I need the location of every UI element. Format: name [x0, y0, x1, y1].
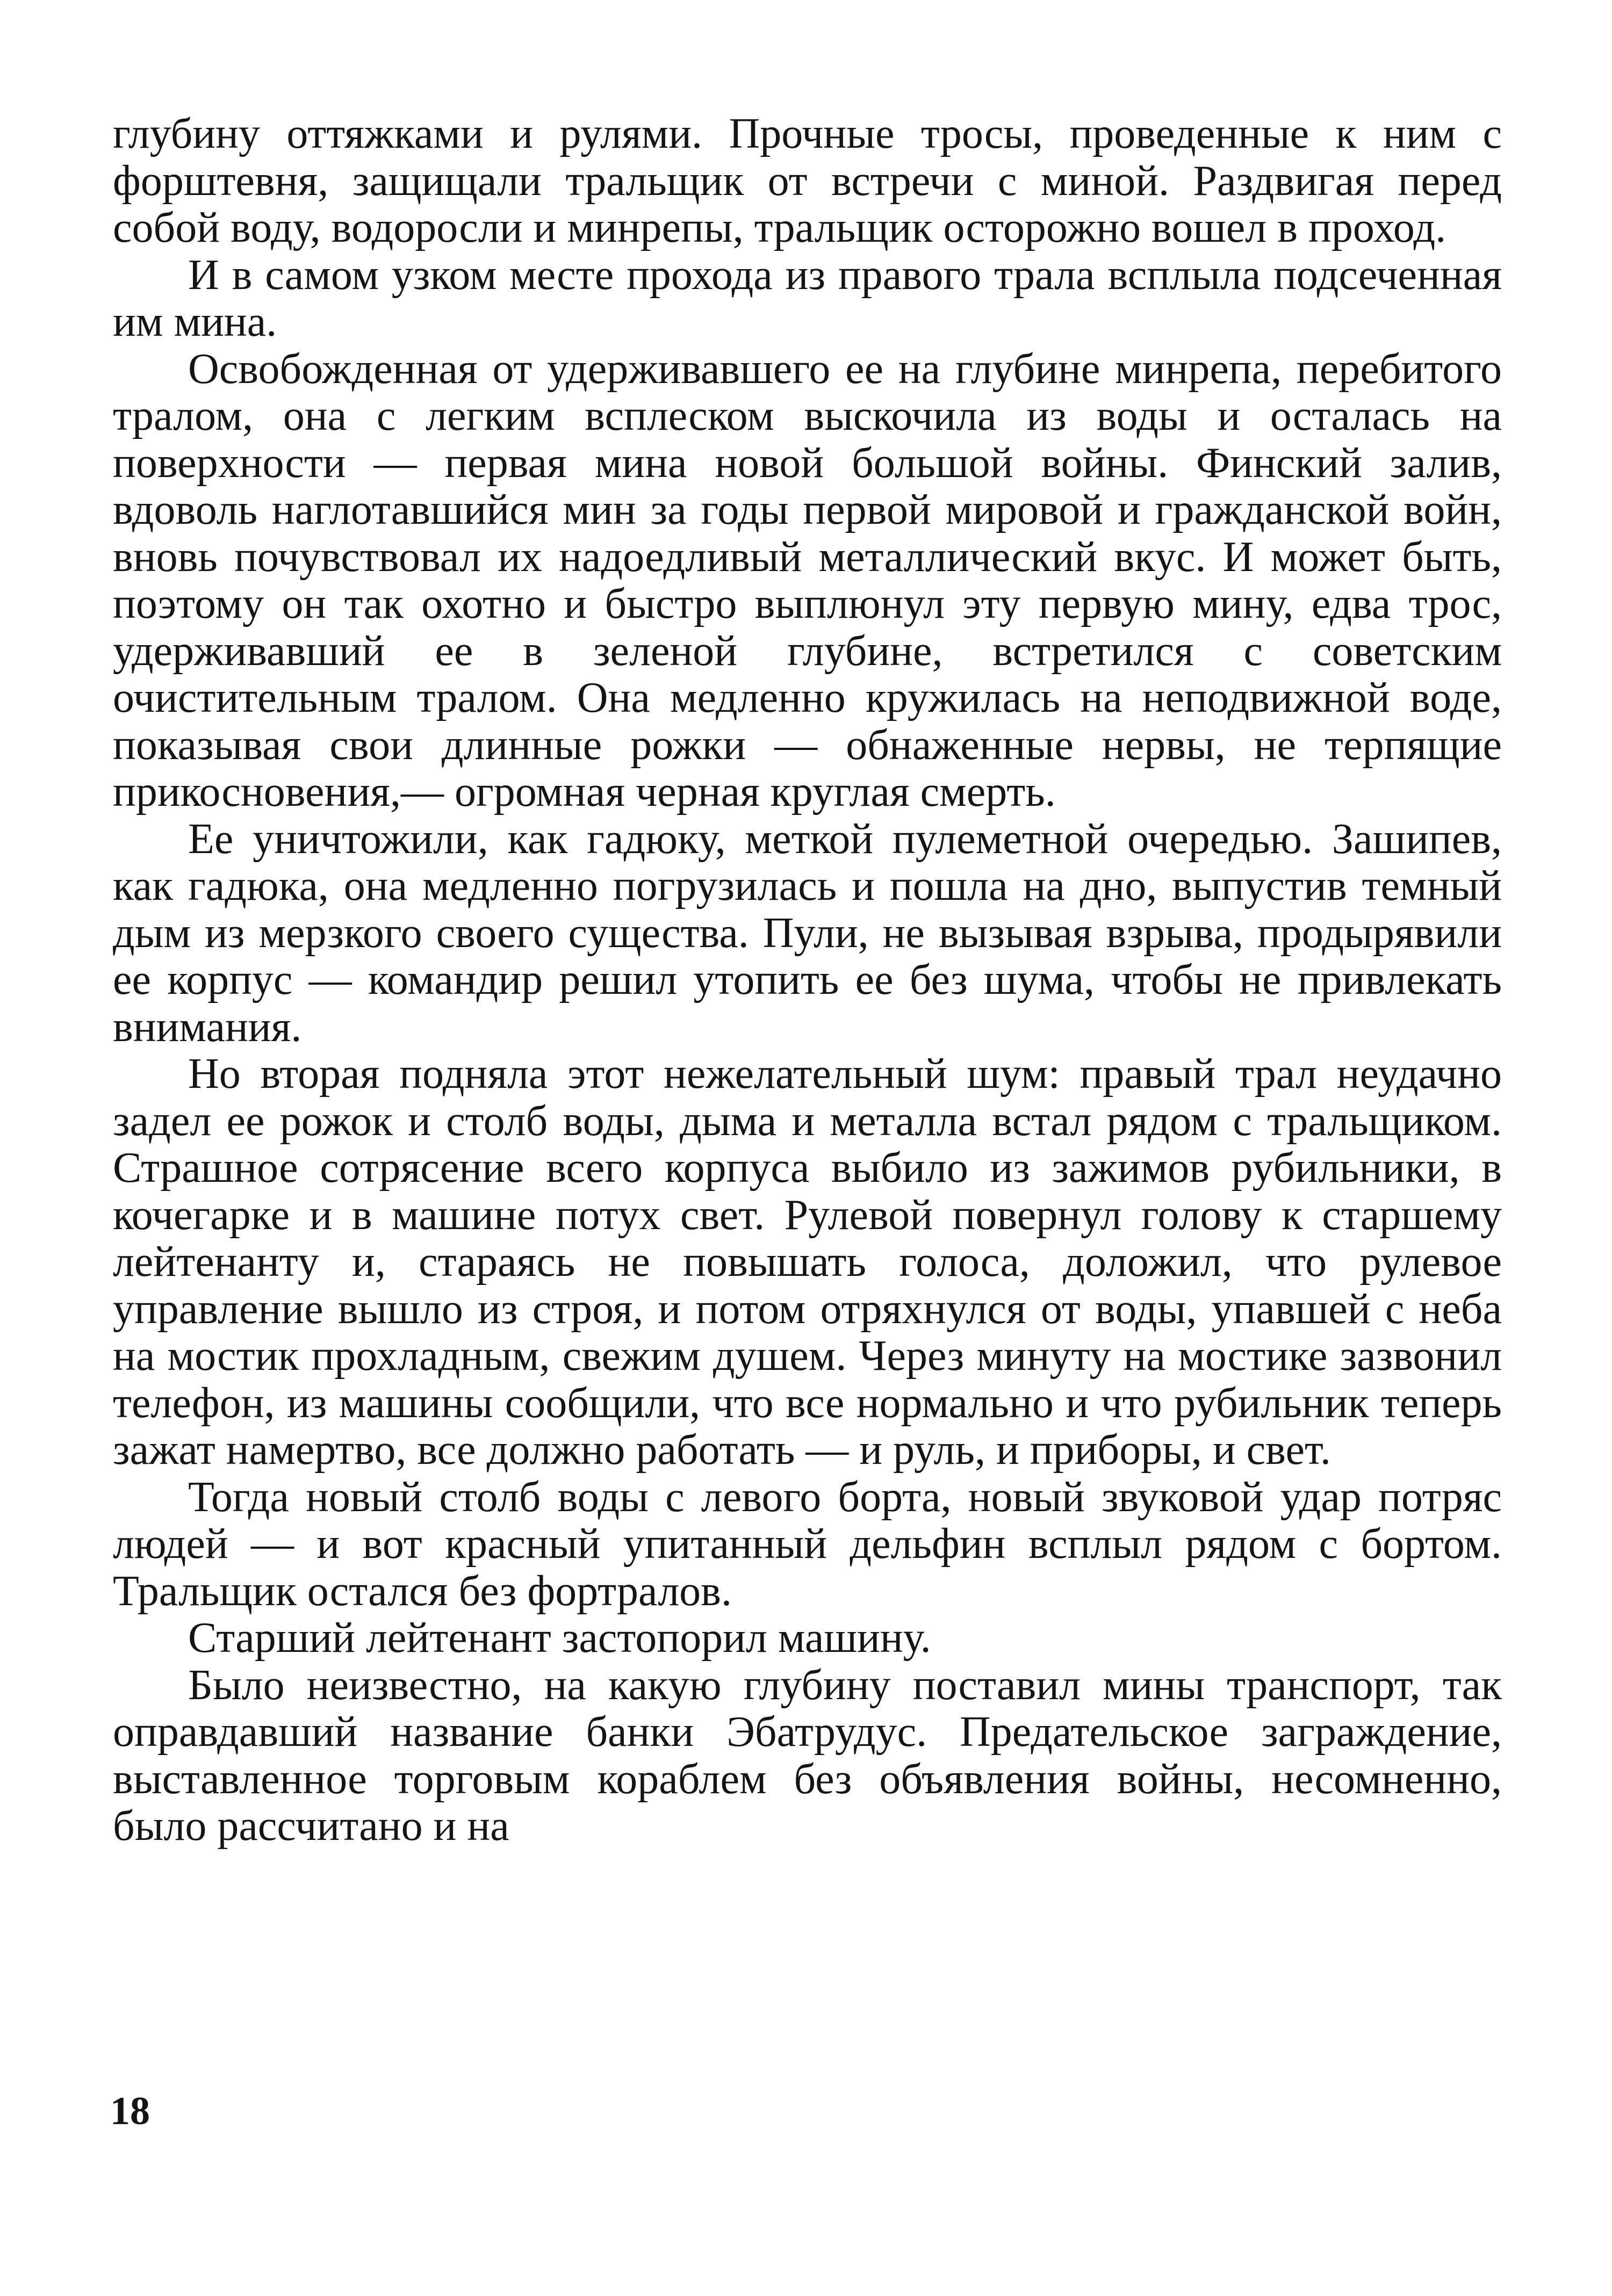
paragraph-last: Было неизвестно, на какую глубину поставил мины транспорт, так оправдавший название банки Эбатрудус. Предательское заграждение, выставленное торговым кораблем без объявления войны, несомненно, было рассчитано и на: [113, 1661, 1502, 1850]
paragraph: Освобожденная от удерживавшего ее на глубине минрепа, перебитого тралом, она с легким всплеском выскочила из воды и осталась на поверхности — первая мина новой большой войны. Финский залив, вдоволь наглотавшийся мин за годы первой мировой и гражданской войн, вновь почувствовал их надоедливый металлический вкус. И может быть, поэтому он так охотно и быстро выплюнул эту первую мину, едва трос, удерживавший ее в зеленой глубине, встретился с советским очистительным тралом. Она медленно кружилась на неподвижной воде, показывая свои длинные рожки — обнаженные нервы, не терпящие прикосновения,— огромная черная круглая смерть.: [113, 345, 1502, 815]
paragraph: Тогда новый столб воды с левого борта, новый звуковой удар потряс людей — и вот красный упитанный дельфин всплыл рядом с бортом. Тральщик остался без фортралов.: [113, 1473, 1502, 1615]
page-number: 18: [110, 2089, 150, 2133]
paragraph: Но вторая подняла этот нежелательный шум: правый трал неудачно задел ее рожок и столб воды, дыма и металла встал рядом с тральщиком. Страшное сотрясение всего корпуса выбило из зажимов рубильники, в кочегарке и в машине потух свет. Рулевой повернул голову к старшему лейтенанту и, стараясь не повышать голоса, доложил, что рулевое управление вышло из строя, и потом отряхнулся от воды, упавшей с неба на мостик прохладным, свежим душем. Через минуту на мостике зазвонил телефон, из машины сообщили, что все нормально и что рубильник теперь зажат намертво, все должно работать — и руль, и приборы, и свет.: [113, 1050, 1502, 1474]
paragraph: И в самом узком месте прохода из правого трала всплыла подсеченная им мина.: [113, 251, 1502, 345]
paragraph: Ее уничтожили, как гадюку, меткой пулеметной очередью. Зашипев, как гадюка, она медленно погрузилась и пошла на дно, выпустив темный дым из мерзкого своего существа. Пули, не вызывая взрыва, продырявили ее корпус — командир решил утопить ее без шума, чтобы не привлекать внимания.: [113, 815, 1502, 1051]
paragraph-continued: глубину оттяжками и рулями. Прочные тросы, проведенные к ним с форштевня, защищали тральщик от встречи с миной. Раздвигая перед собой воду, водоросли и минрепы, тральщик осторожно вошел в проход.: [113, 110, 1502, 251]
paragraph: Старший лейтенант застопорил машину.: [188, 1614, 931, 1662]
body-text: [113, 111, 1502, 1850]
